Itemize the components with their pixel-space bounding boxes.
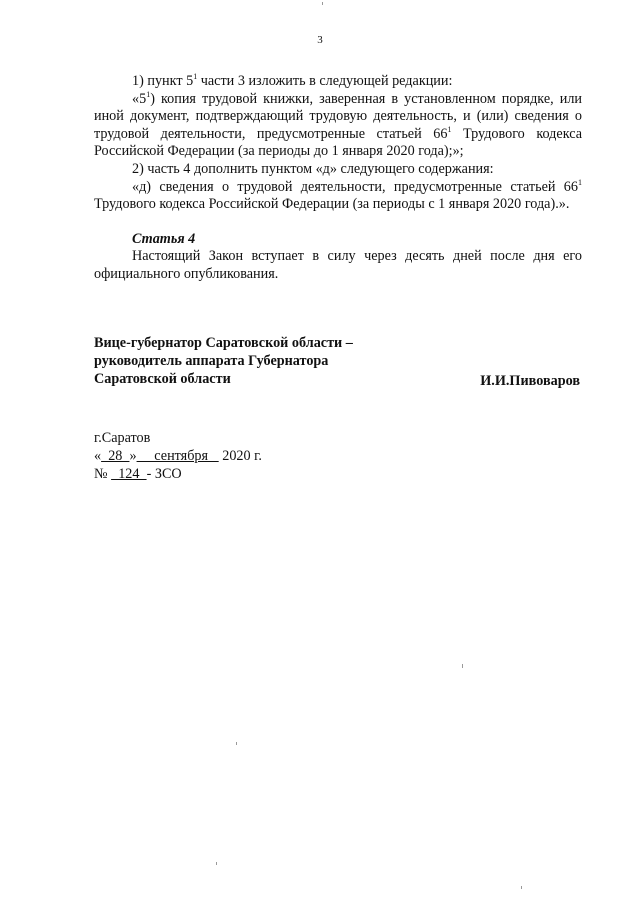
item-1-quote-body: ) копия трудовой книжки, заверенная в установленном порядке, или иной документ, подтверждающий трудовую деятельность, и (или) сведения о трудовой деятельности, предусмотренные статьей 66 [94,90,582,142]
date-year: 2020 г. [218,448,262,464]
item-1-intro-text: 1) пункт 5 [132,73,194,89]
signatory-name: И.И.Пивоваров [480,373,580,389]
scan-speck [322,2,323,5]
date-line [94,447,262,465]
place-date-number-block [94,429,262,483]
superscript: 1 [447,124,452,134]
number-suffix: - ЗСО [146,466,182,482]
superscript: 1 [578,177,582,187]
date-day: 28 [101,448,130,464]
page-number: 3 [317,34,323,46]
number-line [94,465,262,483]
law-amendment-text [94,73,582,284]
item-2-quote [94,179,582,214]
date-month: сентября [136,448,219,464]
item-1-quote-start: «5 [132,90,147,107]
item-1-intro [94,73,582,91]
law-number: 124 [111,466,147,482]
signatory-title-line-1: Вице-губернатор Саратовской области – [94,335,353,351]
article-heading: Статья 4 [132,230,196,247]
superscript: 1 [193,72,198,81]
signature-block [94,334,582,388]
signatory-title-line-2: руководитель аппарата Губернатора [94,353,329,369]
scan-speck [462,664,463,668]
item-2-quote-end: Трудового кодекса Российской Федерации (за периоды с 1 января 2020 года).». [94,196,570,213]
item-2-intro: 2) часть 4 дополнить пунктом «д» следующего содержания: [132,160,494,177]
item-2-quote-start: «д) сведения о трудовой деятельности, предусмотренные статьей 66 [132,178,578,195]
city: г.Саратов [94,430,151,446]
item-1-quote-end: Трудового кодекса Российской Федерации (за периоды до 1 января 2020 года);»; [94,125,582,160]
item-1-quote [94,91,582,161]
article-text: Настоящий Закон вступает в силу через десять дней после дня его официального опубликования. [94,248,582,282]
date-quote-open: « [94,448,102,464]
scan-speck [521,886,522,889]
item-1-intro-text-end: части 3 изложить в следующей редакции: [197,73,453,89]
signatory-title-line-3: Саратовской области [94,371,231,387]
scan-speck [236,742,237,745]
scan-speck [216,862,217,865]
number-sign: № [94,466,112,482]
date-quote-close: » [129,448,137,464]
superscript: 1 [146,89,151,99]
